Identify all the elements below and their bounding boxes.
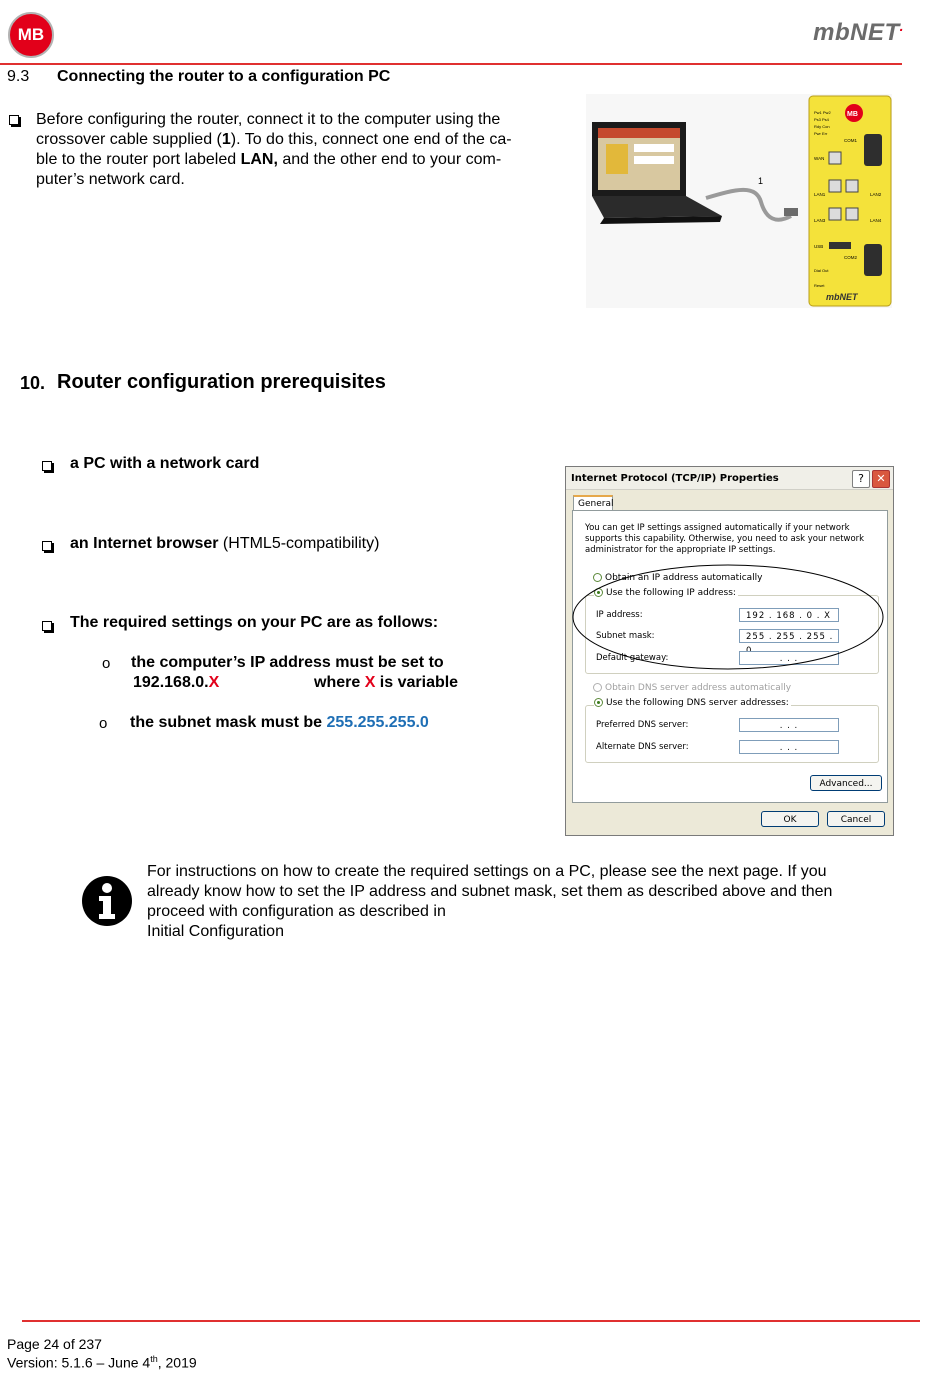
prereq-item-browser (70, 535, 379, 553)
radio-obtain-ip[interactable] (593, 573, 763, 583)
cancel-button[interactable]: Cancel (827, 811, 885, 827)
port-label: LAN2 (870, 192, 882, 197)
note-line: For instructions on how to create the required settings on a PC, please see the next page. If you (147, 863, 827, 880)
section-9-3-title: Connecting the router to a configuration PC (57, 68, 391, 85)
checkbox-bullet (42, 617, 52, 635)
info-note (147, 862, 907, 942)
version-sup: th (150, 1354, 158, 1364)
footer-rule (22, 1320, 920, 1322)
port-label: COM1 (844, 138, 858, 143)
laptop-router-illustration (586, 94, 892, 308)
version-a: Version: 5.1.6 – June 4 (7, 1354, 151, 1371)
radio-obtain-dns[interactable] (593, 683, 791, 693)
section-9-3-number: 9.3 (7, 68, 30, 85)
section-10-title: Router configuration prerequisites (57, 371, 386, 393)
para-line: Before configuring the router, connect it to the computer using the (36, 111, 501, 128)
para-line: crossover cable supplied ( (36, 131, 222, 148)
radio-use-dns[interactable] (594, 698, 791, 708)
checkbox-bullet (9, 111, 19, 129)
radio-label: Use the following IP address: (606, 588, 736, 598)
checkbox-bullet (42, 537, 52, 555)
radio-label: Obtain an IP address automatically (605, 573, 763, 583)
ip-address-field[interactable]: 192 . 168 . 0 . X (739, 608, 839, 622)
variable-note (314, 674, 458, 692)
section-9-3-paragraph (36, 110, 566, 190)
browser-bold: an Internet browser (70, 535, 219, 552)
port-label: LAN3 (814, 218, 826, 223)
port-label: COM2 (844, 255, 858, 260)
ip-requirement-line1: the computer’s IP address must be set to (131, 654, 444, 671)
ip-address-label: IP address: (596, 610, 643, 620)
note-line: proceed with configuration as described in (147, 903, 446, 920)
note-line: already know how to set the IP address and subnet mask, set them as described above and then (147, 883, 833, 900)
ip-requirement-line2 (133, 674, 473, 692)
radio-use-ip[interactable] (594, 588, 738, 598)
port-label: Reset (814, 283, 825, 288)
ip-group-box (585, 588, 879, 674)
header-rule (0, 63, 902, 65)
para-line: puter’s network card. (36, 171, 185, 188)
led-label: Ps3 Ps4 (814, 117, 829, 122)
para-line: and the other end to your com- (277, 151, 502, 168)
callout-number: 1 (758, 176, 764, 186)
brand-logo (813, 18, 904, 47)
radio-button[interactable] (593, 683, 602, 692)
port-label: LAN4 (870, 218, 882, 223)
info-icon (82, 876, 132, 926)
close-icon[interactable]: ✕ (872, 470, 890, 488)
preferred-dns-label: Preferred DNS server: (596, 720, 689, 730)
variable-x: X (364, 674, 376, 691)
para-line: ). To do this, connect one end of the ca- (230, 131, 512, 148)
preferred-dns-field[interactable]: . . . (739, 718, 839, 732)
ip-prefix: 192.168.0. (133, 674, 209, 691)
dialog-title: Internet Protocol (TCP/IP) Properties (566, 467, 893, 490)
page-number: Page 24 of 237 (7, 1336, 102, 1352)
led-label: Pwr Err (814, 131, 828, 136)
section-10-number: 10. (20, 373, 46, 393)
gateway-field[interactable]: . . . (739, 651, 839, 665)
para-bold: 1 (221, 131, 231, 148)
ok-button[interactable]: OK (761, 811, 819, 827)
brand-mark: . (899, 18, 904, 34)
para-line: ble to the router port labeled (36, 151, 241, 168)
variable-note-c: is variable (375, 674, 459, 691)
prereq-item-network-card: a PC with a network card (70, 455, 260, 472)
subnet-mask-label: Subnet mask: (596, 631, 655, 641)
router-badge: MB (847, 111, 858, 118)
router-brand: mbNET (826, 292, 858, 302)
tab-general[interactable]: General (573, 495, 613, 511)
variable-note-a: where (314, 674, 365, 691)
router-device (809, 96, 891, 306)
ip-variable: X (208, 674, 220, 691)
gateway-label: Default gateway: (596, 653, 669, 663)
radio-label: Obtain DNS server address automatically (605, 683, 792, 693)
sub-bullet: o (99, 715, 108, 732)
advanced-button[interactable]: Advanced... (810, 775, 882, 791)
brand-text: mbNET (813, 19, 900, 46)
dns-group-box (585, 698, 879, 763)
radio-button[interactable] (594, 698, 603, 707)
alternate-dns-label: Alternate DNS server: (596, 742, 689, 752)
radio-label: Use the following DNS server addresses: (606, 698, 789, 708)
led-label: Pw1 Pw2 (814, 110, 831, 115)
version-info (7, 1354, 197, 1371)
port-label: WAN (814, 156, 825, 161)
general-panel (572, 510, 888, 803)
checkbox-bullet (42, 457, 52, 475)
tcpip-properties-dialog (565, 466, 894, 836)
version-b: , 2019 (157, 1354, 197, 1371)
radio-button[interactable] (593, 573, 602, 582)
subnet-requirement (130, 714, 429, 732)
para-bold: LAN, (240, 151, 278, 168)
port-label: USB (814, 244, 824, 249)
led-label: Rdy Con (814, 124, 830, 129)
mb-logo-text: MB (17, 25, 45, 44)
port-label: Dial Out (814, 268, 829, 273)
dialog-intro: You can get IP settings assigned automatically if your network supports this capability. Otherwise, you need to ask your network administrator for the appropriate IP settings. (585, 523, 865, 555)
subnet-mask-field[interactable]: 255 . 255 . 255 . (739, 629, 839, 643)
port-label: LAN1 (814, 192, 826, 197)
subnet-text: the subnet mask must be (130, 714, 327, 731)
prereq-item-settings: The required settings on your PC are as follows: (70, 614, 439, 631)
note-link: Initial Configuration (147, 923, 284, 940)
subnet-value: 255.255.255.0 (326, 714, 429, 731)
help-button[interactable]: ? (852, 470, 870, 488)
browser-rest: (HTML5-compatibility) (218, 535, 380, 552)
mb-logo (8, 12, 54, 58)
sub-bullet: o (102, 655, 111, 672)
alternate-dns-field[interactable]: . . . (739, 740, 839, 754)
radio-button[interactable] (594, 588, 603, 597)
